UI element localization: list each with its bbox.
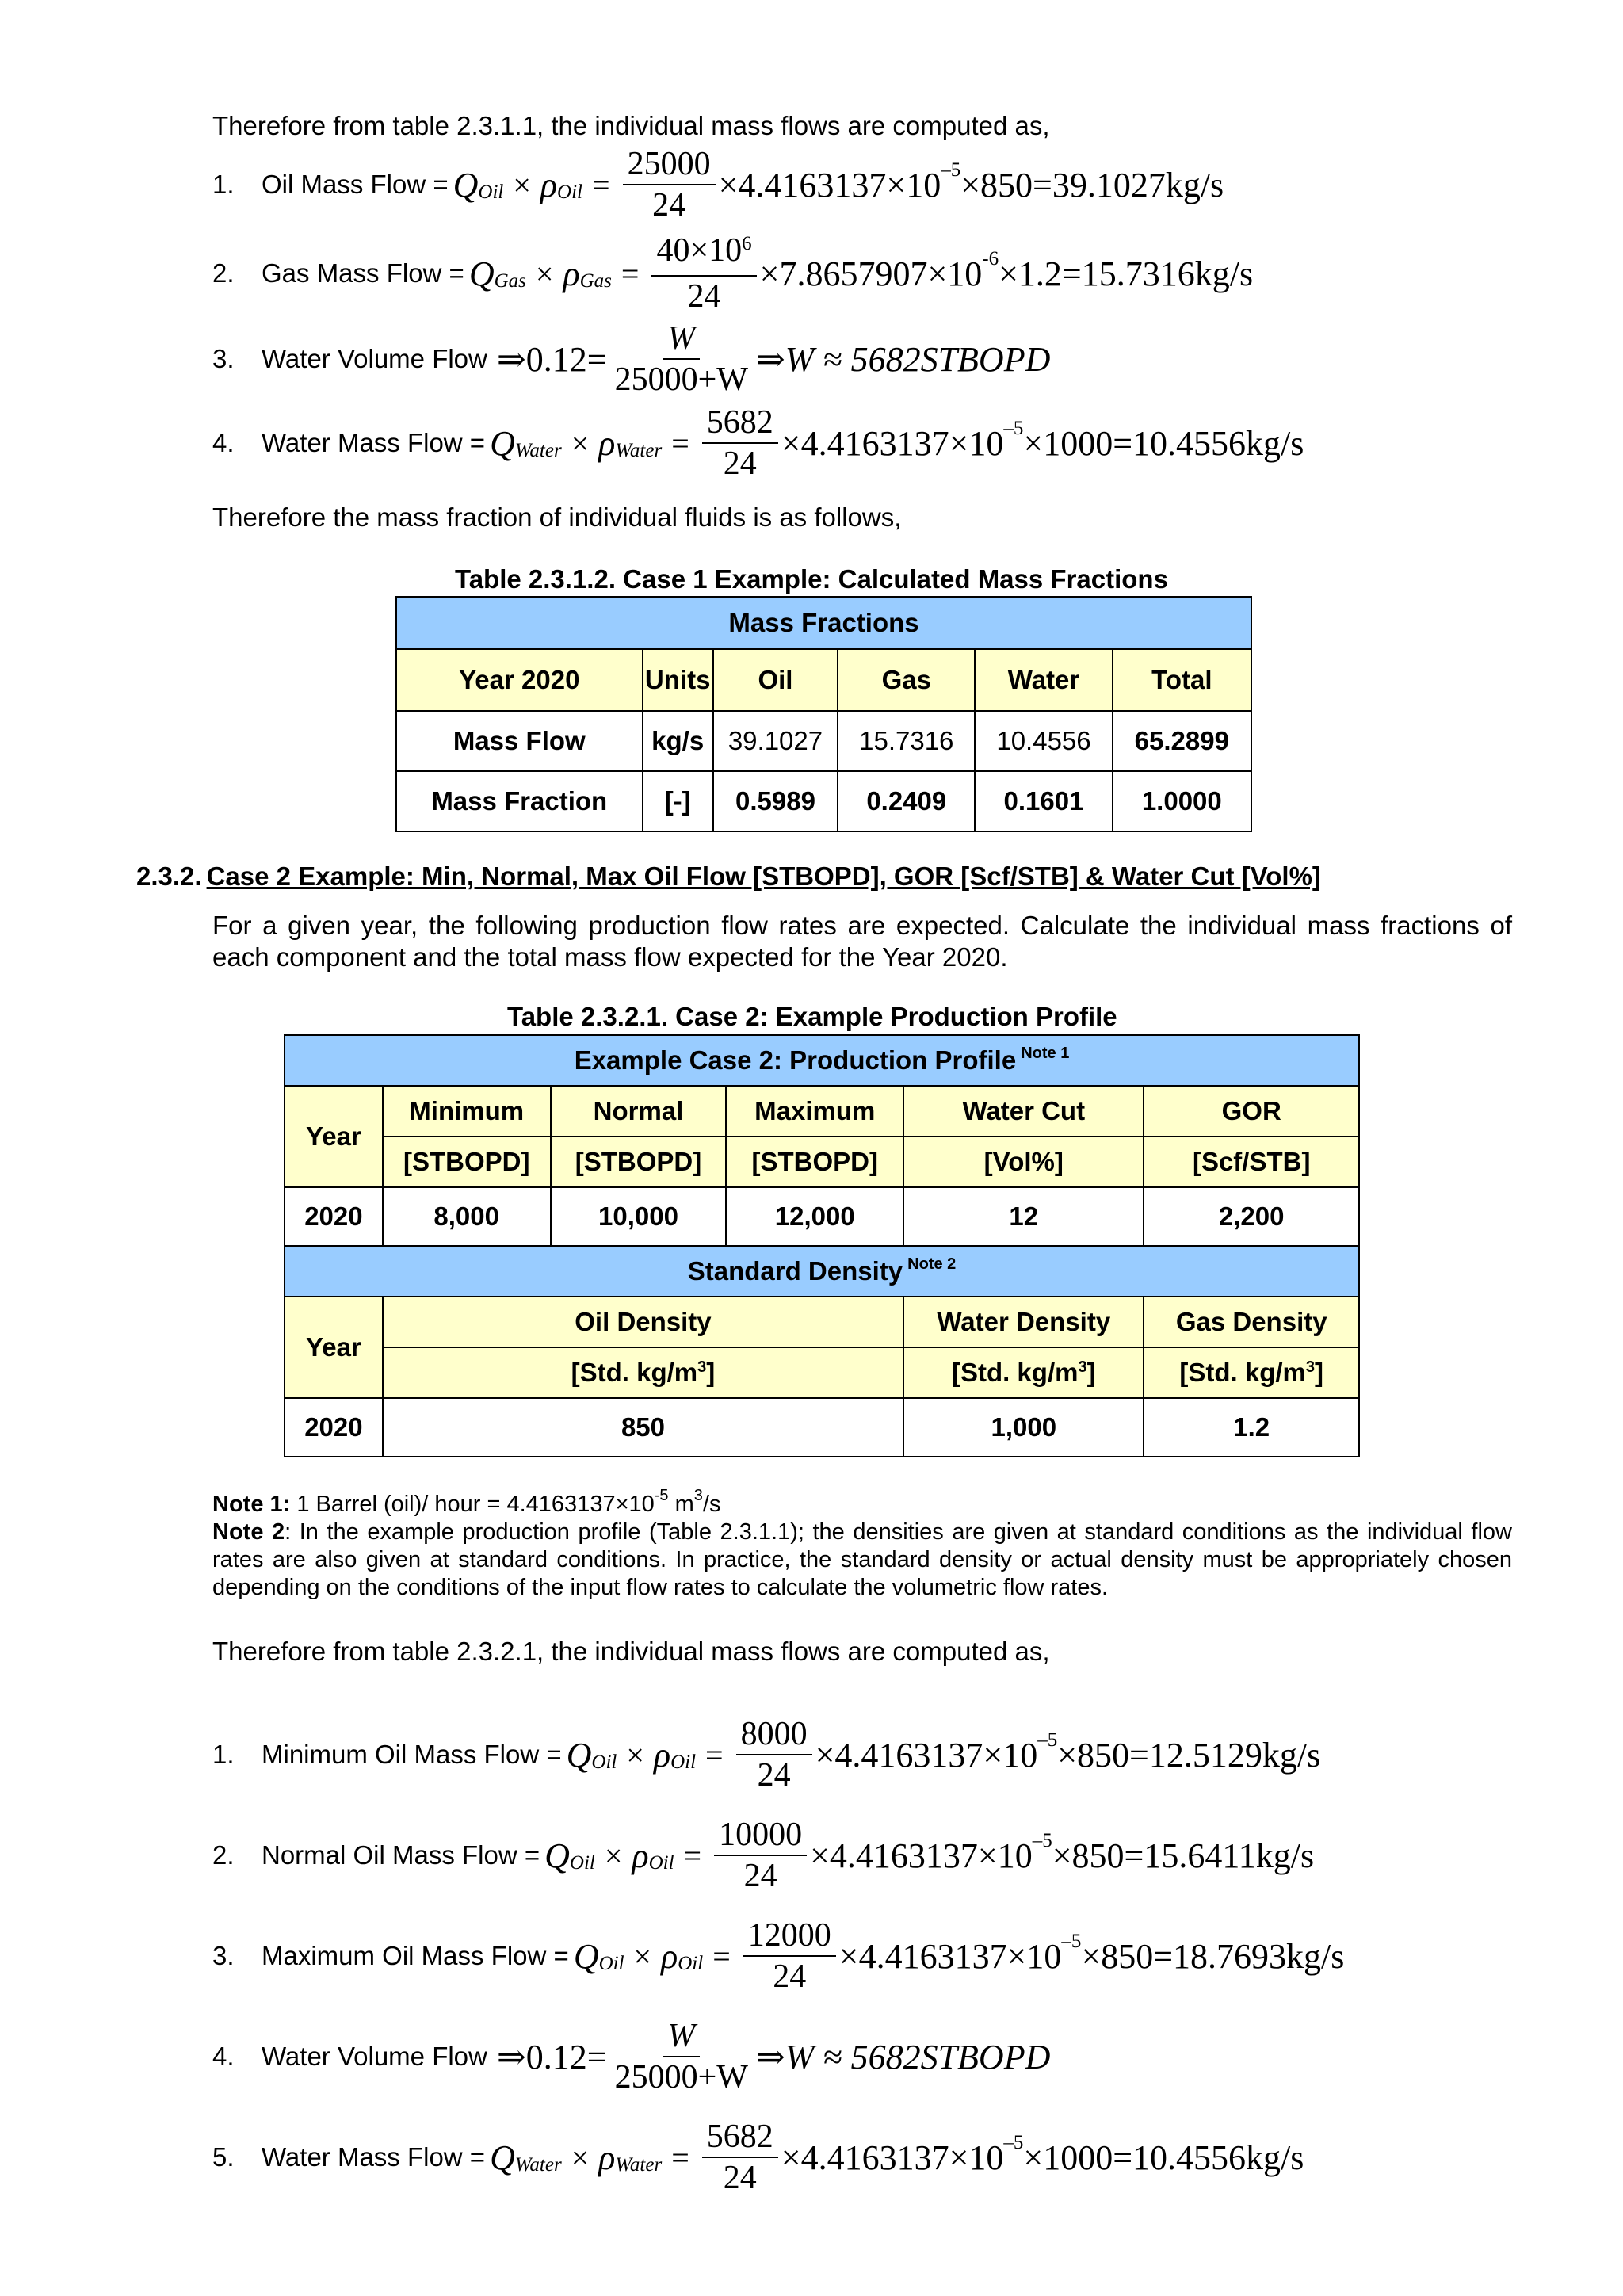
equation-oil-mass-flow: 1. Oil Mass Flow = Q Oil × ρ Oil = $\frac{25000}{24}$ ×4.4163137×10 –5 ×850=39.1027kg/s [212, 146, 1224, 223]
fraction-denominator: 24 [652, 187, 686, 223]
symbol-q: Q [468, 254, 495, 293]
note-text: : In the example production profile (Table 2.3.1.1); the densities are given at standard conditions as the individual flow rates are also given at standard conditions. In practice, the standard density or actual density must be appropriately chosen depending on the conditions of the input flow rates to calculate the volumetric flow rates. [212, 1519, 1512, 1600]
unit-exponent: 3 [697, 1358, 707, 1376]
exponent: –5 [1032, 1830, 1052, 1851]
table2-unit: [Vol%] [903, 1137, 1144, 1187]
fraction [714, 1815, 807, 1896]
table-row [285, 1398, 1359, 1457]
table2-col-header: Maximum [726, 1086, 903, 1137]
table-cell: 1,000 [903, 1398, 1144, 1457]
equation-number: 3. [212, 1941, 235, 1970]
exponent: -5 [654, 1487, 669, 1504]
table-cell: 65.2899 [1113, 711, 1251, 771]
subscript: Oil [591, 1752, 617, 1773]
fraction-denominator: 25000+W [614, 361, 748, 398]
table2-header-text: Example Case 2: Production Profile [574, 1045, 1017, 1075]
exponent: –5 [1003, 418, 1024, 439]
equation-water-mass-flow: 4. Water Mass Flow = Q Water × ρ Water = $\frac{5682}{24}$ ×4.4163137×10 –5 ×1000=10.4556kg/s [212, 404, 1304, 482]
table2 [284, 1034, 1360, 1457]
table-cell: [-] [643, 771, 713, 831]
fraction-denominator: 24 [687, 278, 721, 315]
equation-label: Normal Oil Mass Flow = [262, 1840, 540, 1870]
note-label: Note 1: [212, 1492, 291, 1517]
symbol-rho: ρ [653, 1735, 671, 1775]
fraction [651, 231, 756, 316]
density-header-text: Standard Density [687, 1256, 903, 1286]
table-cell: 0.1601 [975, 771, 1112, 831]
table-cell: 1.2 [1144, 1398, 1359, 1457]
subscript: Water [514, 2154, 562, 2176]
result: ×1000=10.4556kg/s [1023, 423, 1304, 463]
table2-unit: [STBOPD] [383, 1137, 551, 1187]
note-text: 1 Barrel (oil)/ hour = 4.4163137×10 [290, 1492, 655, 1517]
equation-number: 5. [212, 2142, 235, 2172]
table2-col-header: Normal [551, 1086, 727, 1137]
table-cell: Mass Flow [396, 711, 643, 771]
density-col-header: Oil Density [383, 1297, 903, 1347]
note-text: m [668, 1492, 694, 1517]
fraction-numerator: 12000 [743, 1916, 836, 1957]
symbol-rho: ρ [540, 165, 558, 204]
symbol-rho: ρ [598, 2137, 616, 2177]
equation-label: Maximum Oil Mass Flow = [262, 1941, 569, 1970]
fraction-numerator: W [663, 319, 700, 360]
equation-rhs: ⇒W ≈ 5682STBOPD [755, 339, 1051, 379]
equation-water-mass-flow-2: 5. Water Mass Flow = Q Water × ρ Water = $\frac{5682}{24}$ ×4.4163137×10 –5 ×1000=10.4556kg/s [212, 2118, 1304, 2196]
section-number: 2.3.2. [136, 861, 202, 891]
table1-col-header: Oil [713, 649, 838, 711]
subscript: Oil [670, 1752, 697, 1773]
table-row [396, 711, 1251, 771]
note-reference: Note 1 [1021, 1045, 1070, 1062]
table1-caption: Table 2.3.1.2. Case 1 Example: Calculated Mass Fractions [455, 564, 1168, 594]
equation-lhs: 0.12= [525, 339, 607, 379]
subscript: Oil [478, 181, 504, 203]
table2-col-header: Water Cut [903, 1086, 1144, 1137]
exponent: 6 [742, 233, 752, 254]
note-text: /s [702, 1492, 721, 1517]
equation-label: Water Volume Flow [262, 2042, 487, 2071]
table1-col-header: Gas [838, 649, 975, 711]
density-header [285, 1246, 1359, 1297]
note-label: Note 2 [212, 1519, 285, 1545]
subscript: Water [615, 440, 663, 461]
density-unit [903, 1347, 1144, 1398]
unit-exponent: 3 [1078, 1358, 1087, 1376]
subscript: Water [514, 440, 562, 461]
table2-col-header: GOR [1144, 1086, 1359, 1137]
table2-unit: [Scf/STB] [1144, 1137, 1359, 1187]
table1 [395, 596, 1252, 832]
factor: ×4.4163137×10 [718, 165, 941, 204]
table2-unit: [STBOPD] [726, 1137, 903, 1187]
table1-col-header: Units [643, 649, 713, 711]
table2-header [285, 1035, 1359, 1086]
table2-caption: Table 2.3.2.1. Case 2: Example Production Profile [507, 1002, 1117, 1031]
symbol-rho: ρ [661, 1936, 678, 1976]
subscript: Oil [557, 181, 582, 203]
factor: ×4.4163137×10 [781, 2137, 1004, 2177]
equation-min-oil-mass-flow: 1. Minimum Oil Mass Flow = Q Oil × ρ Oil = $\frac{8000}{24}$ ×4.4163137×10 –5 ×850=12.5129kg/s [212, 1716, 1321, 1794]
equation-label: Water Mass Flow = [262, 2142, 486, 2172]
exponent: –5 [1003, 2132, 1024, 2153]
note-2 [212, 1519, 1512, 1602]
equation-label: Gas Mass Flow = [262, 258, 464, 288]
unit-text: [Std. kg/m [951, 1358, 1079, 1387]
fraction [743, 1916, 836, 1996]
table-cell: 10.4556 [975, 711, 1112, 771]
table2-unit: [STBOPD] [551, 1137, 727, 1187]
table-cell: 39.1027 [713, 711, 838, 771]
equation-number: 4. [212, 2042, 235, 2071]
result: ×850=15.6411kg/s [1052, 1836, 1315, 1875]
subscript: Gas [494, 270, 526, 292]
density-col-header: Water Density [903, 1297, 1144, 1347]
equation-water-volume-flow [212, 315, 1050, 403]
unit-text: [Std. kg/m [571, 1358, 698, 1387]
fraction-numerator: 25000 [623, 144, 716, 185]
factor: ×4.4163137×10 [815, 1735, 1038, 1775]
fraction [610, 2016, 753, 2097]
equation-number: 4. [212, 428, 235, 457]
factor: ×4.4163137×10 [781, 423, 1004, 463]
table1-col-header: Total [1113, 649, 1251, 711]
fraction [702, 2117, 778, 2198]
factor: ×4.4163137×10 [838, 1936, 1062, 1976]
symbol-rho: ρ [598, 423, 616, 463]
exponent: –5 [1061, 1931, 1082, 1952]
symbol-q: Q [573, 1936, 599, 1976]
exponent: -6 [982, 248, 999, 269]
equation-normal-oil-mass-flow: 2. Normal Oil Mass Flow = Q Oil × ρ Oil = $\frac{10000}{24}$ ×4.4163137×10 –5 ×850=15.6411kg/s [212, 1817, 1315, 1894]
equation-label: Oil Mass Flow = [262, 170, 449, 199]
table-cell: 10,000 [551, 1187, 727, 1246]
table-cell: 2,200 [1144, 1187, 1359, 1246]
equation-label: Water Volume Flow [262, 344, 487, 373]
density-unit [383, 1347, 903, 1398]
subscript: Water [615, 2154, 663, 2176]
year-header: Year [285, 1086, 383, 1187]
fraction-denominator: 24 [773, 1958, 807, 1995]
subscript: Oil [598, 1953, 624, 1974]
year-header: Year [285, 1297, 383, 1398]
equation-gas-mass-flow: 2. Gas Mass Flow = Q Gas × ρ Gas = $\frac{40\times 10^6}{24}$ ×7.8657907×10 -6 ×1.2=15.7316kg/s [212, 232, 1254, 315]
density-col-header: Gas Density [1144, 1297, 1359, 1347]
result: ×850=12.5129kg/s [1057, 1735, 1321, 1775]
subscript: Oil [678, 1953, 704, 1974]
symbol-q: Q [490, 423, 515, 463]
note-reference: Note 2 [907, 1255, 957, 1273]
unit-text: ] [1315, 1358, 1324, 1387]
equation-number: 1. [212, 170, 235, 199]
fraction [610, 319, 753, 399]
density-unit [1144, 1347, 1359, 1398]
fraction-denominator: 25000+W [614, 2059, 748, 2095]
section-paragraph: For a given year, the following production flow rates are expected. Calculate the individual mass fractions of each component and the total mass flow expected for the Year 2020. [212, 911, 1512, 972]
table-cell: 8,000 [383, 1187, 551, 1246]
table-cell: 850 [383, 1398, 903, 1457]
fraction [736, 1714, 812, 1795]
table-row [396, 771, 1251, 831]
fraction [623, 144, 716, 225]
equation-water-volume-flow-2 [212, 2013, 1050, 2100]
symbol-rho: ρ [563, 254, 580, 293]
subscript: Oil [569, 1852, 595, 1874]
section-heading [136, 861, 1321, 892]
numerator-value: 40×10 [656, 232, 743, 269]
table-cell: 15.7316 [838, 711, 975, 771]
intro-paragraph: Therefore from table 2.3.1.1, the individual mass flows are computed as, [212, 111, 1050, 140]
fraction-denominator: 24 [723, 445, 757, 482]
fraction-numerator [651, 231, 756, 277]
table-cell: 0.2409 [838, 771, 975, 831]
table-cell: 2020 [285, 1187, 383, 1246]
subscript: Oil [648, 1852, 674, 1874]
fraction [702, 403, 778, 483]
result: ×850=18.7693kg/s [1081, 1936, 1345, 1976]
fraction-denominator: 24 [743, 1858, 777, 1894]
exponent: –5 [941, 159, 961, 181]
equation-number: 3. [212, 344, 235, 373]
implies-arrow: ⇒ [496, 2037, 526, 2076]
unit-exponent: 3 [1305, 1358, 1316, 1376]
result: ×850=39.1027kg/s [960, 165, 1224, 204]
exponent: 3 [693, 1487, 703, 1504]
symbol-q: Q [453, 165, 479, 204]
section-title: Case 2 Example: Min, Normal, Max Oil Flow [STBOPD], GOR [Scf/STB] & Water Cut [Vol%] [206, 861, 1321, 891]
fraction-numerator: 10000 [714, 1815, 807, 1856]
symbol-q: Q [490, 2137, 515, 2177]
table-cell: 1.0000 [1113, 771, 1251, 831]
fraction-numerator: W [663, 2016, 700, 2057]
table-cell: Mass Fraction [396, 771, 643, 831]
subscript: Gas [579, 270, 612, 292]
exponent: –5 [1037, 1729, 1058, 1751]
intro-paragraph-3: Therefore from table 2.3.2.1, the individual mass flows are computed as, [212, 1637, 1050, 1666]
table1-col-header: Year 2020 [396, 649, 643, 711]
unit-text: [Std. kg/m [1179, 1358, 1306, 1387]
equation-number: 2. [212, 258, 235, 288]
table-cell: 12 [903, 1187, 1144, 1246]
fraction-denominator: 24 [757, 1757, 791, 1794]
fraction-numerator: 5682 [702, 403, 778, 444]
table2-col-header: Minimum [383, 1086, 551, 1137]
table1-header: Mass Fractions [396, 597, 1251, 649]
equation-rhs: ⇒W ≈ 5682STBOPD [755, 2037, 1051, 2076]
equation-label: Water Mass Flow = [262, 428, 486, 457]
result: ×1000=10.4556kg/s [1023, 2137, 1304, 2177]
equation-label: Minimum Oil Mass Flow = [262, 1740, 562, 1769]
equation-number: 2. [212, 1840, 235, 1870]
factor: ×7.8657907×10 [759, 254, 983, 293]
table1-col-header: Water [975, 649, 1112, 711]
equation-lhs: 0.12= [525, 2037, 607, 2076]
symbol-rho: ρ [632, 1836, 649, 1875]
intro-paragraph-2: Therefore the mass fraction of individual fluids is as follows, [212, 502, 902, 532]
note-1 [212, 1487, 721, 1521]
table-cell: 12,000 [726, 1187, 903, 1246]
factor: ×4.4163137×10 [810, 1836, 1033, 1875]
symbol-q: Q [544, 1836, 570, 1875]
table-row [285, 1187, 1359, 1246]
fraction-denominator: 24 [723, 2160, 757, 2196]
fraction-numerator: 8000 [736, 1714, 812, 1755]
fraction-numerator: 5682 [702, 2117, 778, 2158]
result: ×1.2=15.7316kg/s [999, 254, 1254, 293]
equation-number: 1. [212, 1740, 235, 1769]
unit-text: ] [706, 1358, 716, 1387]
equation-max-oil-mass-flow: 3. Maximum Oil Mass Flow = Q Oil × ρ Oil = $\frac{12000}{24}$ ×4.4163137×10 –5 ×850=18.7693kg/s [212, 1917, 1345, 1995]
table-cell: 0.5989 [713, 771, 838, 831]
table-cell: 2020 [285, 1398, 383, 1457]
table-cell: kg/s [643, 711, 713, 771]
symbol-q: Q [566, 1735, 592, 1775]
unit-text: ] [1086, 1358, 1096, 1387]
implies-arrow: ⇒ [496, 339, 526, 379]
